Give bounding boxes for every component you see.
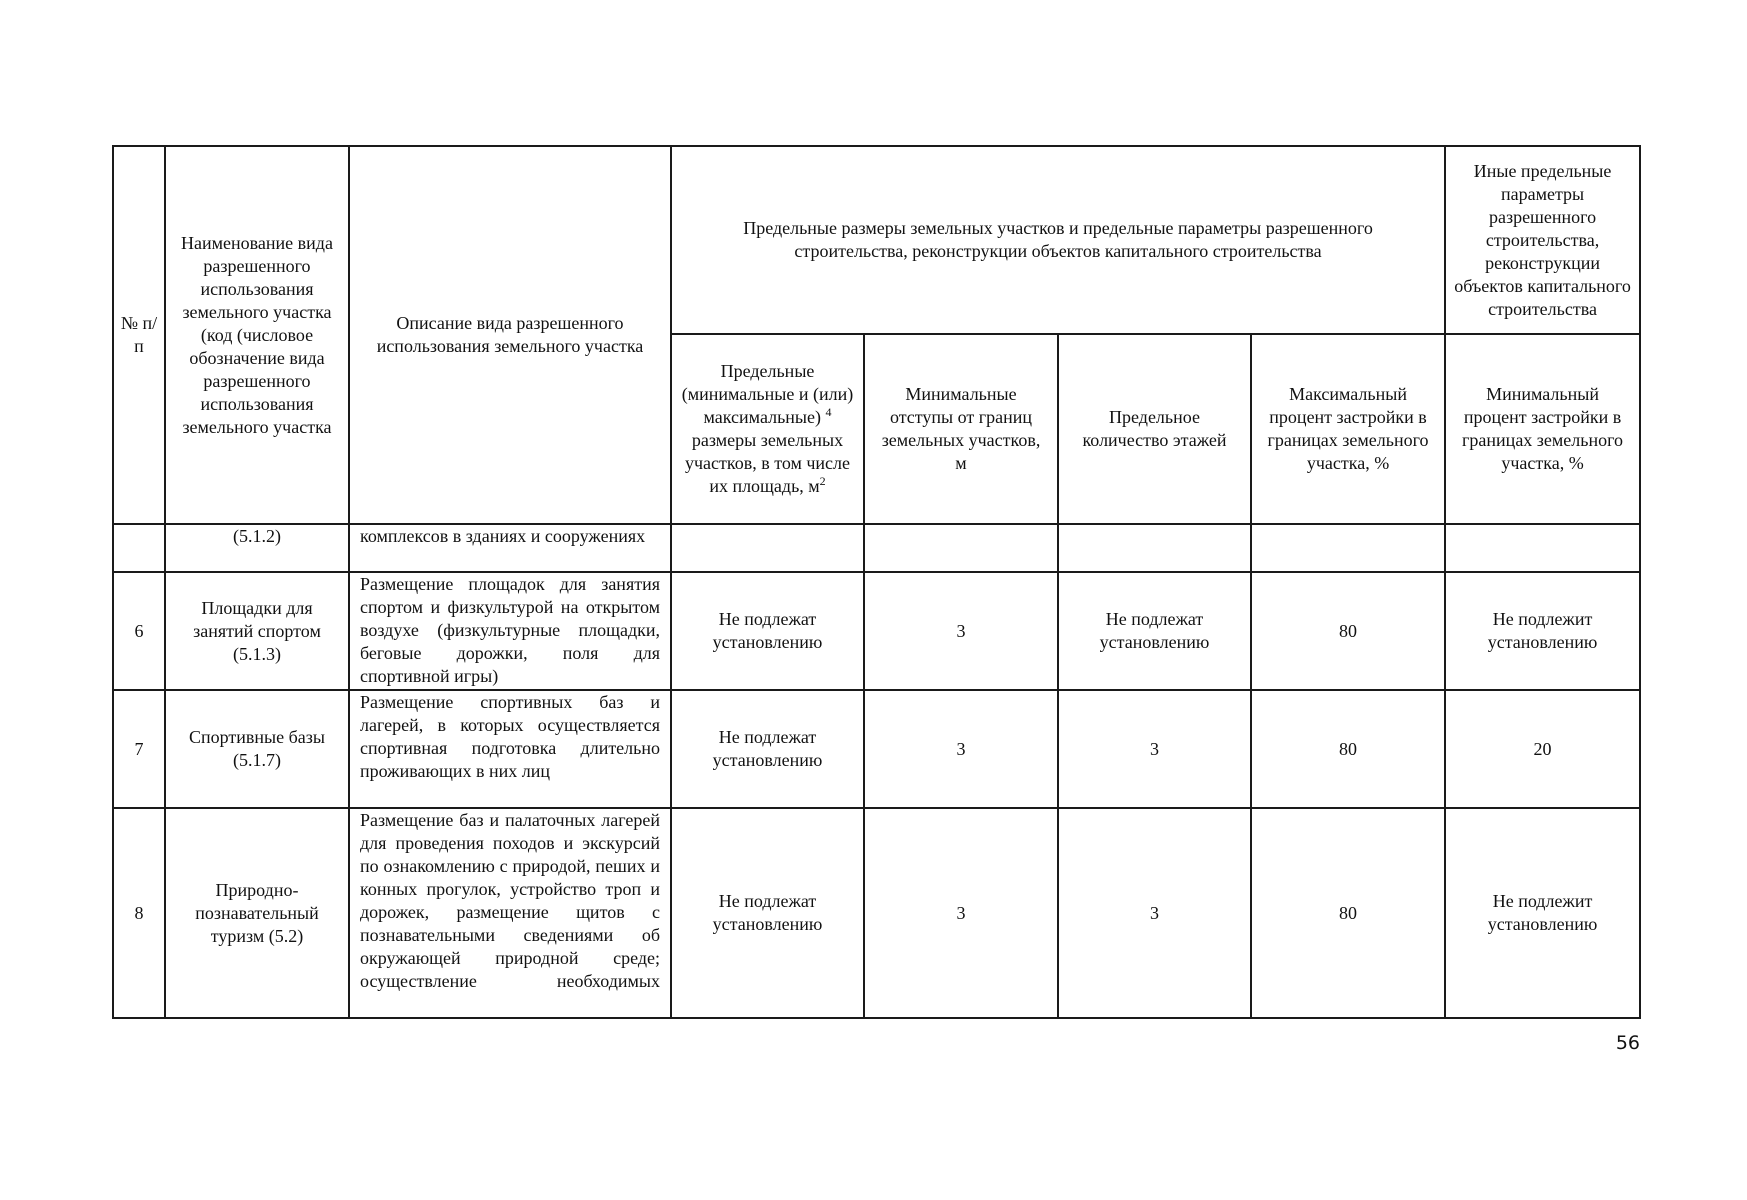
row-size: Не подлежат установлению [671, 808, 864, 1018]
row-max-percent: 80 [1251, 572, 1445, 690]
header-setback: Минимальные отступы от границ земельных участков, м [864, 334, 1058, 524]
row-max-percent [1251, 524, 1445, 572]
row-size [671, 524, 864, 572]
row-size: Не подлежат установлению [671, 572, 864, 690]
row-min-percent: 20 [1445, 690, 1640, 808]
row-min-percent: Не подлежит установлению [1445, 808, 1640, 1018]
row-num: 8 [113, 808, 165, 1018]
header-min-percent: Минимальный процент застройки в границах земельного участка, % [1445, 334, 1640, 524]
table-row [113, 524, 1640, 572]
row-min-percent: Не подлежит установлению [1445, 572, 1640, 690]
row-name: Спортивные базы (5.1.7) [165, 690, 349, 808]
page-number: 56 [1615, 1032, 1640, 1054]
header-group-limits: Предельные размеры земельных участков и предельные параметры разрешенного строительства, реконструкции объектов капитального строительства [671, 146, 1445, 334]
header-row-1 [113, 146, 1640, 334]
row-floors: 3 [1058, 808, 1251, 1018]
row-setback [864, 524, 1058, 572]
row-description: комплексов в зданиях и сооружениях [349, 524, 671, 572]
row-description: Размещение спортивных баз и лагерей, в которых осуществляется спортивная подготовка длительно проживающих в них лиц [349, 690, 671, 808]
row-num: 6 [113, 572, 165, 690]
row-setback: 3 [864, 808, 1058, 1018]
row-size: Не подлежат установлению [671, 690, 864, 808]
row-setback: 3 [864, 572, 1058, 690]
row-setback: 3 [864, 690, 1058, 808]
row-num [113, 524, 165, 572]
row-description: Размещение площадок для занятия спортом и физкультурой на открытом воздухе (физкультурные площадки, беговые дорожки, поля для спортивной игры) [349, 572, 671, 690]
row-name: Природно-познавательный туризм (5.2) [165, 808, 349, 1018]
header-floors: Предельное количество этажей [1058, 334, 1251, 524]
header-size-tail: размеры земельных участков, в том числе их площадь, м [684, 430, 851, 496]
row-floors: Не подлежат установлению [1058, 572, 1251, 690]
row-description: Размещение баз и палаточных лагерей для проведения походов и экскурсий по ознакомлению с природой, пеших и конных прогулок, устройство троп и дорожек, размещение щитов с познавательными сведениями об окружающей природной среде; осуществление необходимых [349, 808, 671, 1018]
row-name: Площадки для занятий спортом (5.1.3) [165, 572, 349, 690]
header-size-main: Предельные (минимальные и (или) максимальные) [681, 361, 854, 427]
row-min-percent [1445, 524, 1640, 572]
header-size-unit-sup: 2 [819, 474, 826, 488]
table-row [113, 572, 1640, 690]
row-max-percent: 80 [1251, 690, 1445, 808]
header-group-other: Иные предельные параметры разрешенного строительства, реконструкции объектов капитального строительства [1445, 146, 1640, 334]
row-num: 7 [113, 690, 165, 808]
header-name: Наименование вида разрешенного использования земельного участка (код (числовое обозначение вида разрешенного использования земельного участка [165, 146, 349, 524]
row-max-percent: 80 [1251, 808, 1445, 1018]
table-row [113, 808, 1640, 1018]
header-description: Описание вида разрешенного использования земельного участка [349, 146, 671, 524]
row-floors [1058, 524, 1251, 572]
table-row [113, 690, 1640, 808]
header-num: № п/п [113, 146, 165, 524]
header-max-percent: Максимальный процент застройки в границах земельного участка, % [1251, 334, 1445, 524]
header-size [671, 334, 864, 524]
land-use-regulations-table [112, 145, 1641, 1019]
header-size-footnote: 4 [825, 405, 832, 419]
row-floors: 3 [1058, 690, 1251, 808]
row-name: (5.1.2) [165, 524, 349, 572]
